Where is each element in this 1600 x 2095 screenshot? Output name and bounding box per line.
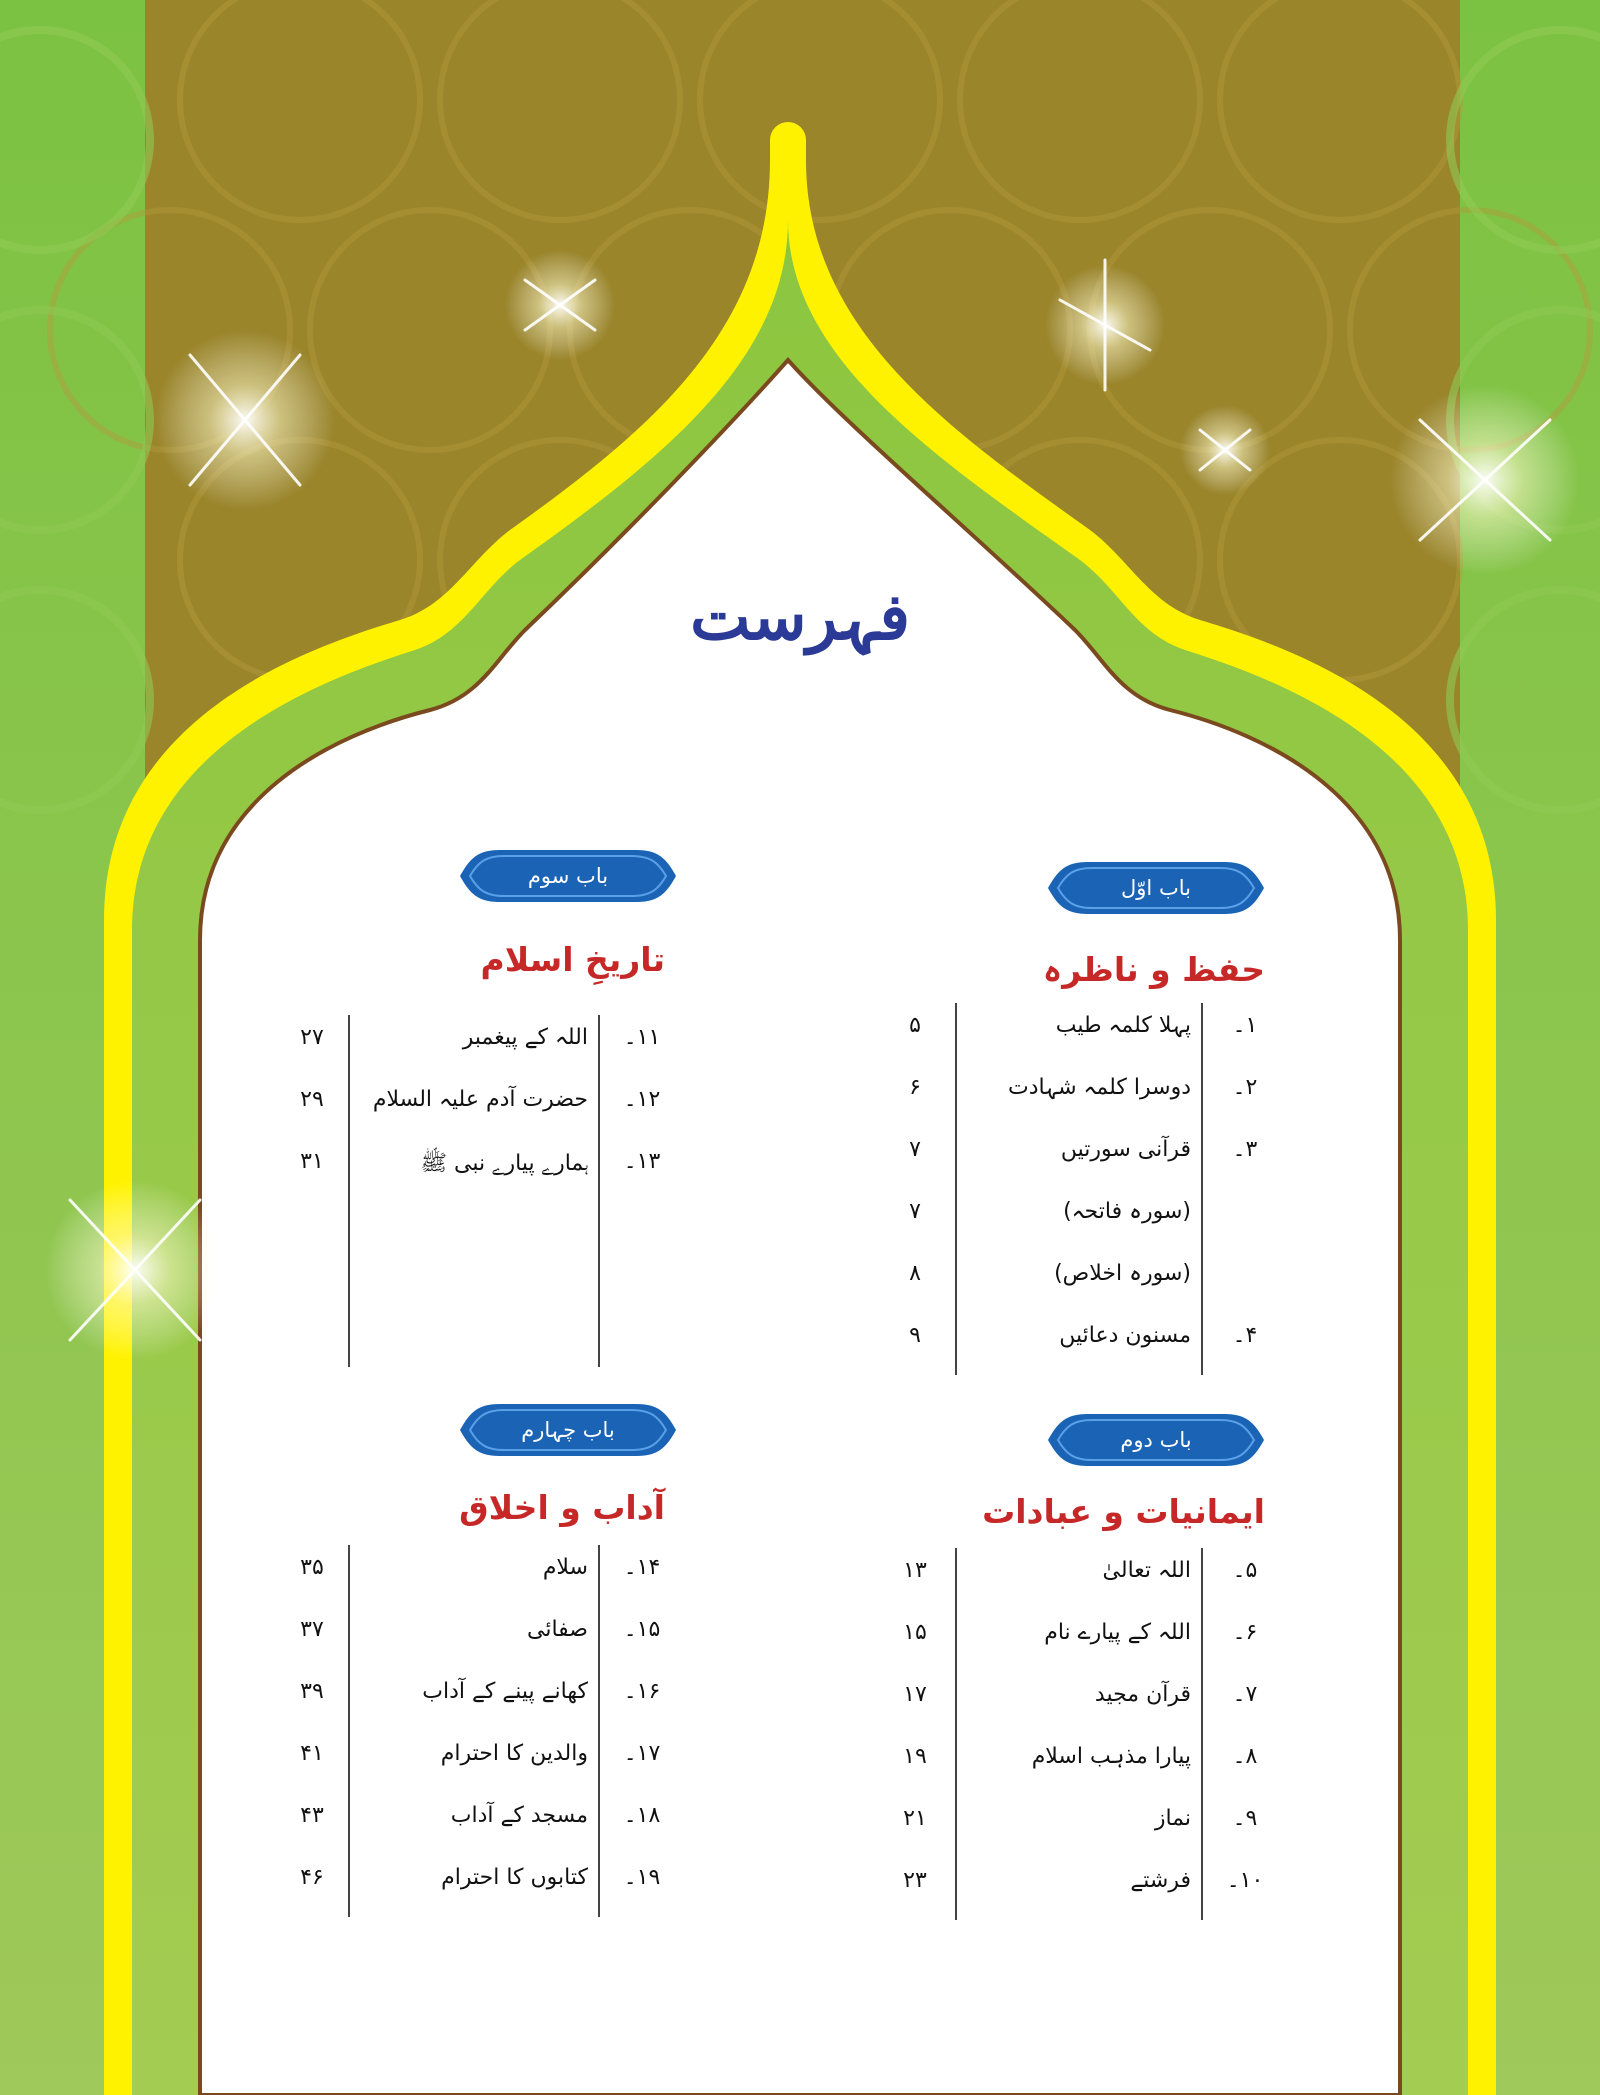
item-name: پیارا مذہب اسلام — [1031, 1744, 1191, 1769]
list-item — [282, 1731, 662, 1793]
chapter-1-badge — [1048, 856, 1264, 920]
item-number: ۱۰۔ — [1226, 1868, 1264, 1893]
chapter-3-badge — [460, 844, 676, 908]
list-item — [885, 1313, 1265, 1375]
item-page: ۱۹ — [903, 1744, 927, 1769]
chapter-2-title: ایمانیات و عبادات — [982, 1492, 1265, 1531]
page-title: فہرست — [690, 580, 910, 655]
item-number: ۱۳۔ — [623, 1149, 661, 1174]
list-item — [282, 1855, 662, 1917]
item-name: نماز — [1154, 1806, 1191, 1831]
item-name: حضرت آدم علیہ السلام — [372, 1087, 588, 1112]
item-page: ۳۷ — [300, 1617, 324, 1642]
item-number: ۱۔ — [1232, 1013, 1258, 1038]
item-name: صفائی — [527, 1617, 588, 1642]
item-number: ۱۲۔ — [623, 1087, 661, 1112]
item-number: ۷۔ — [1232, 1682, 1258, 1707]
item-number: ۴۔ — [1232, 1323, 1258, 1348]
chapter-3-badge-label: باب سوم — [527, 864, 609, 888]
item-name: پہلا کلمہ طیب — [1055, 1013, 1191, 1038]
list-item — [282, 1607, 662, 1669]
list-item — [282, 1793, 662, 1855]
list-item — [885, 1065, 1265, 1127]
item-name: (سورہ فاتحہ) — [1063, 1199, 1191, 1224]
item-page: ۲۱ — [903, 1806, 927, 1831]
item-name: قرآنی سورتیں — [1060, 1137, 1191, 1162]
item-page: ۲۷ — [300, 1025, 324, 1050]
item-page: ۳۵ — [300, 1555, 324, 1580]
item-number: ۱۱۔ — [623, 1025, 661, 1050]
list-item — [282, 1015, 662, 1077]
list-item — [885, 1251, 1265, 1313]
list-item — [885, 1127, 1265, 1189]
list-item — [282, 1077, 662, 1139]
item-page: ۱۵ — [903, 1620, 927, 1645]
item-name: ہمارے پیارے نبی ﷺ — [420, 1151, 588, 1176]
item-number: ۱۴۔ — [623, 1555, 661, 1580]
item-number: ۲۔ — [1232, 1075, 1258, 1100]
item-page: ۵ — [909, 1013, 921, 1038]
list-item — [885, 1734, 1265, 1796]
item-number: ۱۵۔ — [623, 1617, 661, 1642]
item-name: اللہ کے پیغمبر — [462, 1025, 588, 1050]
chapter-1-title: حفظ و ناظرہ — [1042, 950, 1265, 989]
list-item — [282, 1139, 662, 1201]
list-item — [885, 1796, 1265, 1858]
list-item — [282, 1669, 662, 1731]
chapter-4-badge-label: باب چہارم — [521, 1418, 615, 1442]
item-page: ۹ — [909, 1323, 921, 1348]
chapter-3-toc — [282, 1015, 662, 1367]
item-name: کھانے پینے کے آداب — [422, 1679, 588, 1704]
chapter-4-toc — [282, 1545, 662, 1917]
list-item — [885, 1858, 1265, 1920]
item-number: ۸۔ — [1232, 1744, 1258, 1769]
item-name: دوسرا کلمہ شہادت — [1008, 1075, 1191, 1100]
chapter-2-badge-label: باب دوم — [1120, 1428, 1192, 1452]
item-name: اللہ کے پیارے نام — [1044, 1620, 1191, 1645]
item-name: مسنون دعائیں — [1059, 1323, 1191, 1348]
item-page: ۸ — [909, 1261, 921, 1286]
chapter-2-toc — [885, 1548, 1265, 1920]
item-page: ۴۱ — [300, 1741, 324, 1766]
item-page: ۲۳ — [903, 1868, 927, 1893]
item-number: ۱۹۔ — [623, 1865, 661, 1890]
item-number: ۹۔ — [1232, 1806, 1258, 1831]
list-item — [885, 1672, 1265, 1734]
item-page: ۴۶ — [300, 1865, 324, 1890]
item-name: والدین کا احترام — [440, 1741, 588, 1766]
item-page: ۷ — [909, 1137, 921, 1162]
item-name: سلام — [542, 1555, 588, 1580]
list-item — [885, 1189, 1265, 1251]
item-name: مسجد کے آداب — [450, 1803, 588, 1828]
item-name: فرشتے — [1130, 1868, 1191, 1893]
item-page: ۲۹ — [300, 1087, 324, 1112]
chapter-3-title: تاریخِ اسلام — [480, 940, 665, 979]
item-page: ۱۳ — [903, 1558, 927, 1583]
item-page: ۳۹ — [300, 1679, 324, 1704]
item-name: کتابوں کا احترام — [441, 1865, 588, 1890]
list-item — [885, 1003, 1265, 1065]
chapter-1-toc — [885, 1003, 1265, 1375]
item-page: ۱۷ — [903, 1682, 927, 1707]
item-name: اللہ تعالیٰ — [1102, 1558, 1191, 1583]
item-page: ۳۱ — [300, 1149, 324, 1174]
chapter-4-badge — [460, 1398, 676, 1462]
item-number: ۱۷۔ — [623, 1741, 661, 1766]
item-name: (سورہ اخلاص) — [1054, 1261, 1191, 1286]
item-number: ۱۶۔ — [623, 1679, 661, 1704]
item-page: ۶ — [909, 1075, 921, 1100]
chapter-4-title: آداب و اخلاق — [459, 1488, 665, 1527]
chapter-1-badge-label: باب اوّل — [1121, 876, 1191, 900]
item-page: ۷ — [909, 1199, 921, 1224]
item-number: ۵۔ — [1232, 1558, 1258, 1583]
item-number: ۱۸۔ — [623, 1803, 661, 1828]
chapter-2-badge — [1048, 1408, 1264, 1472]
list-item — [282, 1545, 662, 1607]
item-page: ۴۳ — [300, 1803, 324, 1828]
item-name: قرآن مجید — [1094, 1682, 1191, 1707]
item-number: ۳۔ — [1232, 1137, 1258, 1162]
list-item — [885, 1548, 1265, 1610]
list-item — [885, 1610, 1265, 1672]
item-number: ۶۔ — [1232, 1620, 1258, 1645]
